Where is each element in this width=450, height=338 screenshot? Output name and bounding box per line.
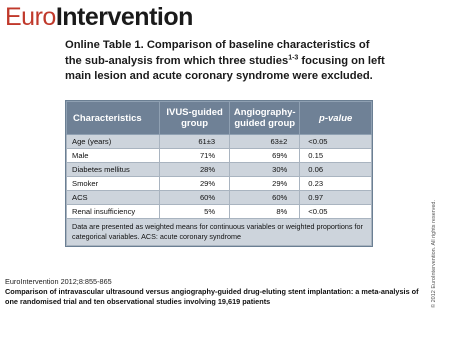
cell-characteristic: Age (years) [67, 135, 160, 149]
cell-p-value: 0.06 [300, 163, 372, 177]
table-row [67, 135, 372, 149]
citation [5, 277, 425, 307]
cell-p-value: 0.97 [300, 191, 372, 205]
copyright-text: © 2012 EuroIntervention. All rights reserved. [431, 200, 437, 308]
title-text-end: focusing on left main lesion and acute coronary syndrome were excluded. [65, 54, 385, 82]
eurointervention-logo [5, 2, 193, 32]
table-row [67, 163, 372, 177]
cell-ivus: 5% [160, 205, 230, 219]
cell-characteristic: Smoker [67, 177, 160, 191]
table-row [67, 177, 372, 191]
cell-characteristic: Diabetes mellitus [67, 163, 160, 177]
header-p-value: p-value [300, 102, 372, 135]
cell-angiography: 29% [230, 177, 300, 191]
cell-p-value: <0.05 [300, 135, 372, 149]
table-row [67, 191, 372, 205]
table-footnote-row [67, 219, 372, 246]
header-characteristics: Characteristics [67, 102, 160, 135]
logo-euro: Euro [5, 3, 56, 31]
copyright-notice [431, 200, 439, 308]
journal-reference: EuroIntervention 2012;8:855-865 [5, 277, 112, 286]
cell-ivus: 29% [160, 177, 230, 191]
cell-ivus: 71% [160, 149, 230, 163]
header-angiography-guided: Angiography-guided group [230, 102, 300, 135]
table-row [67, 149, 372, 163]
table-header-row [67, 102, 372, 135]
cell-angiography: 8% [230, 205, 300, 219]
cell-characteristic: Male [67, 149, 160, 163]
cell-angiography: 60% [230, 191, 300, 205]
cell-ivus: 60% [160, 191, 230, 205]
article-title: Comparison of intravascular ultrasound versus angiography-guided drug-eluting stent implantation: a meta-analysis of one randomised trial and ten observational studies involving 19,619 patients [5, 287, 419, 306]
cell-angiography: 69% [230, 149, 300, 163]
title-superscript: 1-3 [288, 53, 299, 61]
online-table-title [65, 38, 385, 85]
cell-p-value: 0.15 [300, 149, 372, 163]
cell-characteristic: Renal insufficiency [67, 205, 160, 219]
table-footnote: Data are presented as weighted means for continuous variables or weighted proportions for categorical variables. ACS: acute coronary syndrome [67, 219, 372, 246]
baseline-characteristics-table [65, 100, 373, 247]
cell-ivus: 28% [160, 163, 230, 177]
cell-angiography: 63±2 [230, 135, 300, 149]
logo-intervention: Intervention [55, 3, 193, 31]
header-ivus-guided: IVUS-guided group [160, 102, 230, 135]
cell-ivus: 61±3 [160, 135, 230, 149]
cell-p-value: <0.05 [300, 205, 372, 219]
cell-p-value: 0.23 [300, 177, 372, 191]
title-text: Online Table 1. Comparison of baseline characteristics of the sub-analysis from which three studies [65, 39, 370, 67]
cell-characteristic: ACS [67, 191, 160, 205]
cell-angiography: 30% [230, 163, 300, 177]
table-row [67, 205, 372, 219]
